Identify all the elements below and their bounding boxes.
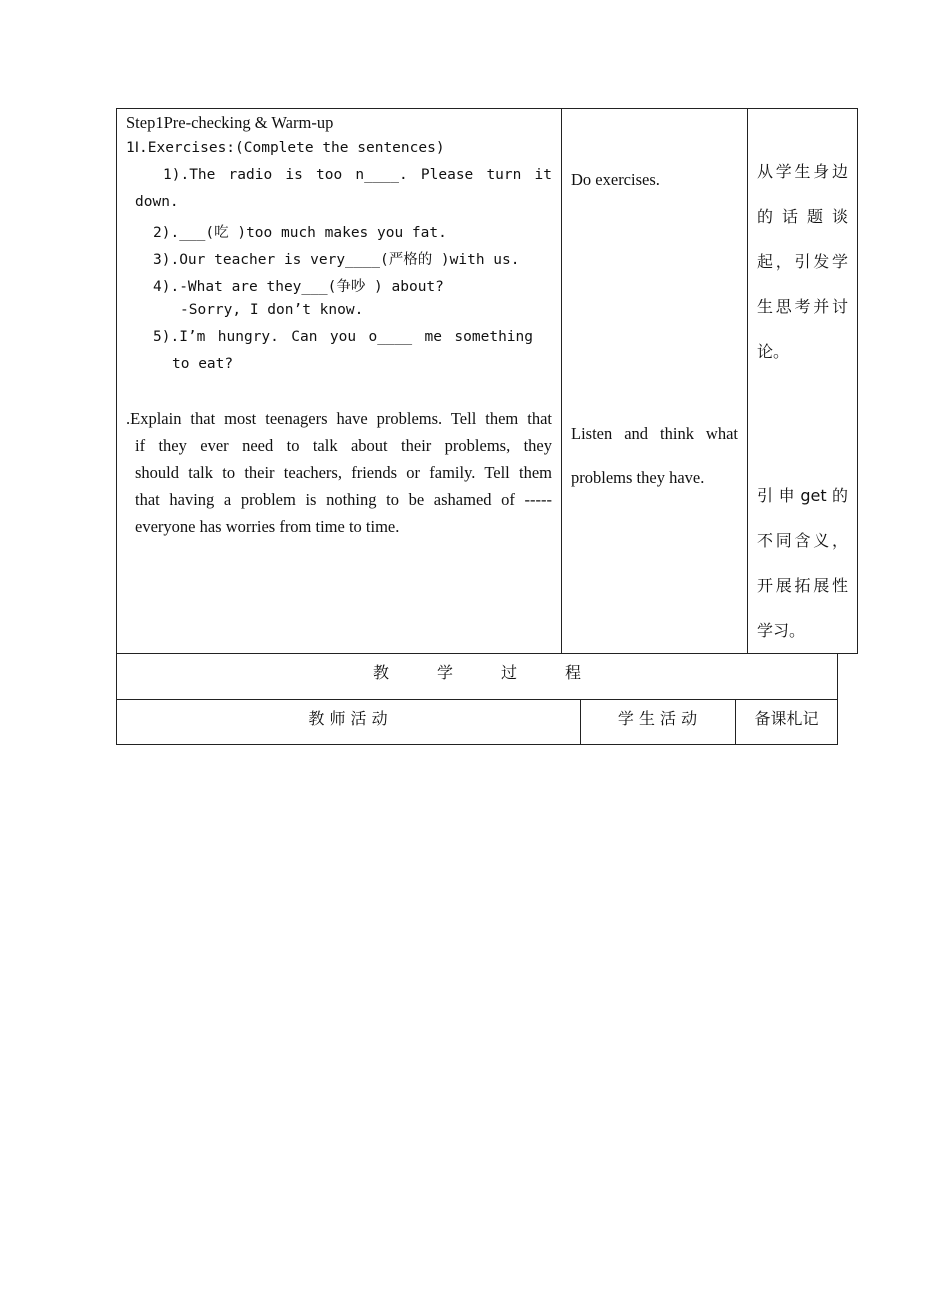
explain-line-4: that having a problem is nothing to be ashamed of ----- — [135, 490, 552, 509]
student-activity-2-line-1: Listen and think what — [571, 424, 738, 443]
sentence-5-cont: to eat? — [172, 356, 234, 372]
sentence-5: 5).I’m hungry. Can you o____ me something — [153, 329, 533, 345]
teacher-activity-header: 教 师 活 动 — [308, 709, 388, 728]
explain-line-5: everyone has worries from time to time. — [135, 517, 400, 536]
note-1-line-4: 生思考并讨 — [757, 297, 848, 316]
student-activity-1: Do exercises. — [571, 170, 660, 189]
process-header: 教 学 过 程 — [372, 663, 581, 682]
sentence-1-cont: down. — [135, 194, 179, 210]
note-1-line-2: 的 话 题 谈 — [757, 207, 848, 226]
sentence-4: 4).-What are they___(争吵 ) about? — [153, 279, 444, 295]
note-1-line-5: 论。 — [757, 342, 790, 361]
lesson-notes-header: 备课札记 — [754, 709, 819, 728]
note-1-line-1: 从学生身边 — [757, 162, 848, 181]
sentence-3: 3).Our teacher is very____(严格的 )with us. — [153, 252, 520, 268]
lower-table-row-divider — [116, 699, 838, 700]
explain-line-3: should talk to their teachers, friends or family. Tell them — [135, 463, 552, 482]
note-2-line-1: 引 申 get 的 — [757, 486, 848, 505]
sentence-2: 2).___(吃 )too much makes you fat. — [153, 225, 447, 241]
upper-table-divider-1 — [561, 108, 562, 654]
explain-line-1: .Explain that most teenagers have problems. Tell them that — [126, 409, 552, 428]
note-2-line-3: 开展拓展性 — [757, 576, 848, 595]
note-2-line-4: 学习。 — [757, 621, 806, 640]
sentence-4-reply: -Sorry, I don’t know. — [180, 302, 364, 318]
student-activity-header: 学 生 活 动 — [617, 709, 698, 728]
step-title: Step1Pre-checking & Warm-up — [126, 113, 334, 132]
student-activity-2-line-2: problems they have. — [571, 468, 705, 487]
explain-line-2: if they ever need to talk about their problems, they — [135, 436, 552, 455]
note-1-line-3: 起，引发学 — [757, 252, 848, 271]
note-2-line-2: 不同含义， — [757, 531, 848, 550]
sentence-1: 1).The radio is too n____. Please turn it — [163, 167, 552, 183]
upper-table-divider-2 — [747, 108, 748, 654]
exercise-heading: 1Ⅰ.Exercises:(Complete the sentences) — [126, 140, 445, 156]
